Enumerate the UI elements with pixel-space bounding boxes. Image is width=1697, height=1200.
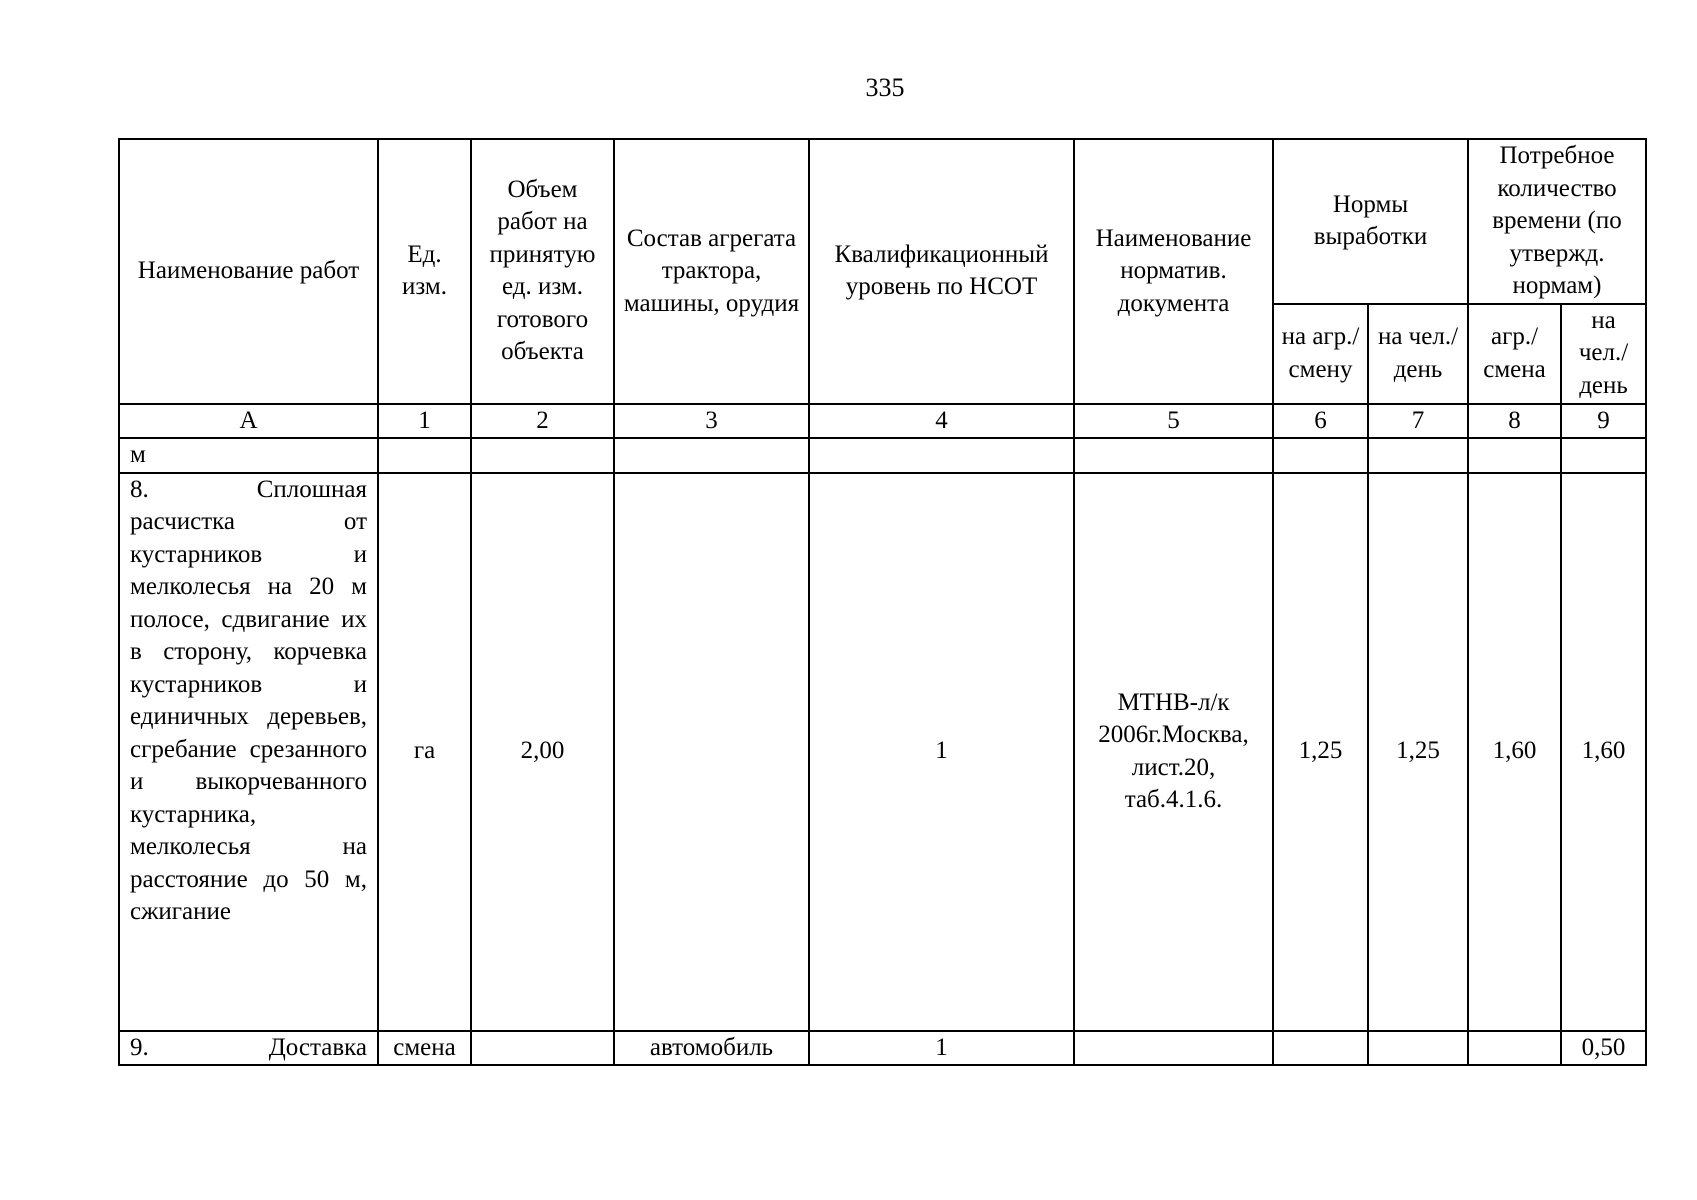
number-cell: 1 [378,404,471,439]
number-cell: 5 [1074,404,1273,439]
number-cell: 9 [1561,404,1646,439]
row-volume: 2,00 [471,473,614,1031]
row-time-man: 0,50 [1561,1031,1646,1066]
row-norm-agr [1273,438,1368,473]
row-aggregate [614,473,809,1031]
row-document [1074,1031,1273,1066]
header-document: Наименование норматив. документа [1074,139,1273,404]
row-level [809,438,1074,473]
header-time-group: Потребное количество времени (по утвержд. нормам) [1468,139,1646,304]
table-row [119,1031,1646,1066]
row-norm-agr [1273,1031,1368,1066]
row-aggregate [614,438,809,473]
row-unit: га [378,473,471,1031]
row-level: 1 [809,1031,1074,1066]
numbering-row [119,404,1646,439]
row-norm-man [1368,438,1468,473]
table-row [119,438,1646,473]
row-level: 1 [809,473,1074,1031]
row-time-agr [1468,1031,1561,1066]
header-time-per-aggregate: агр./ смена [1468,304,1561,404]
row-unit [378,438,471,473]
header-work-name: Наименование работ [119,139,378,404]
row-time-man: 1,60 [1561,473,1646,1031]
number-cell: 8 [1468,404,1561,439]
header-unit: Ед. изм. [378,139,471,404]
row-norm-man: 1,25 [1368,473,1468,1031]
norms-table [118,138,1647,1066]
row-unit: смена [378,1031,471,1066]
row-document: МТНВ-л/к 2006г.Москва, лист.20, таб.4.1.6. [1074,473,1273,1031]
row-work-name: м [119,438,378,473]
header-time-per-person: на чел./ день [1561,304,1646,404]
table-row [119,473,1646,1031]
number-cell: 7 [1368,404,1468,439]
number-cell: 3 [614,404,809,439]
header-row-top [119,139,1646,304]
row-norm-agr: 1,25 [1273,473,1368,1031]
header-norms-group: Нормы выработки [1273,139,1468,304]
row-time-agr: 1,60 [1468,473,1561,1031]
header-aggregate: Состав агрегата трактора, машины, орудия [614,139,809,404]
header-norm-per-person: на чел./ день [1368,304,1468,404]
row-document [1074,438,1273,473]
row-time-man [1561,438,1646,473]
number-cell: 4 [809,404,1074,439]
row-work-name: 9. Доставка [119,1031,378,1066]
row-norm-man [1368,1031,1468,1066]
header-qualification-level: Квалификационный уровень по НСОТ [809,139,1074,404]
header-norm-per-aggregate: на агр./ смену [1273,304,1368,404]
number-cell: 2 [471,404,614,439]
row-volume [471,438,614,473]
row-aggregate: автомобиль [614,1031,809,1066]
header-volume: Объем работ на принятую ед. изм. готового объекта [471,139,614,404]
row-volume [471,1031,614,1066]
row-work-name: 8. Сплошная расчистка от кустарников и мелколесья на 20 м полосе, сдвигание их в сторону, корчевка кустарников и единичных деревьев, сгребание срезанного и выкорчеванного кустарника, мелколесья на расстояние до 50 м, сжигание [119,473,378,1031]
row-time-agr [1468,438,1561,473]
number-cell: А [119,404,378,439]
page-number: 335 [865,73,905,102]
number-cell: 6 [1273,404,1368,439]
